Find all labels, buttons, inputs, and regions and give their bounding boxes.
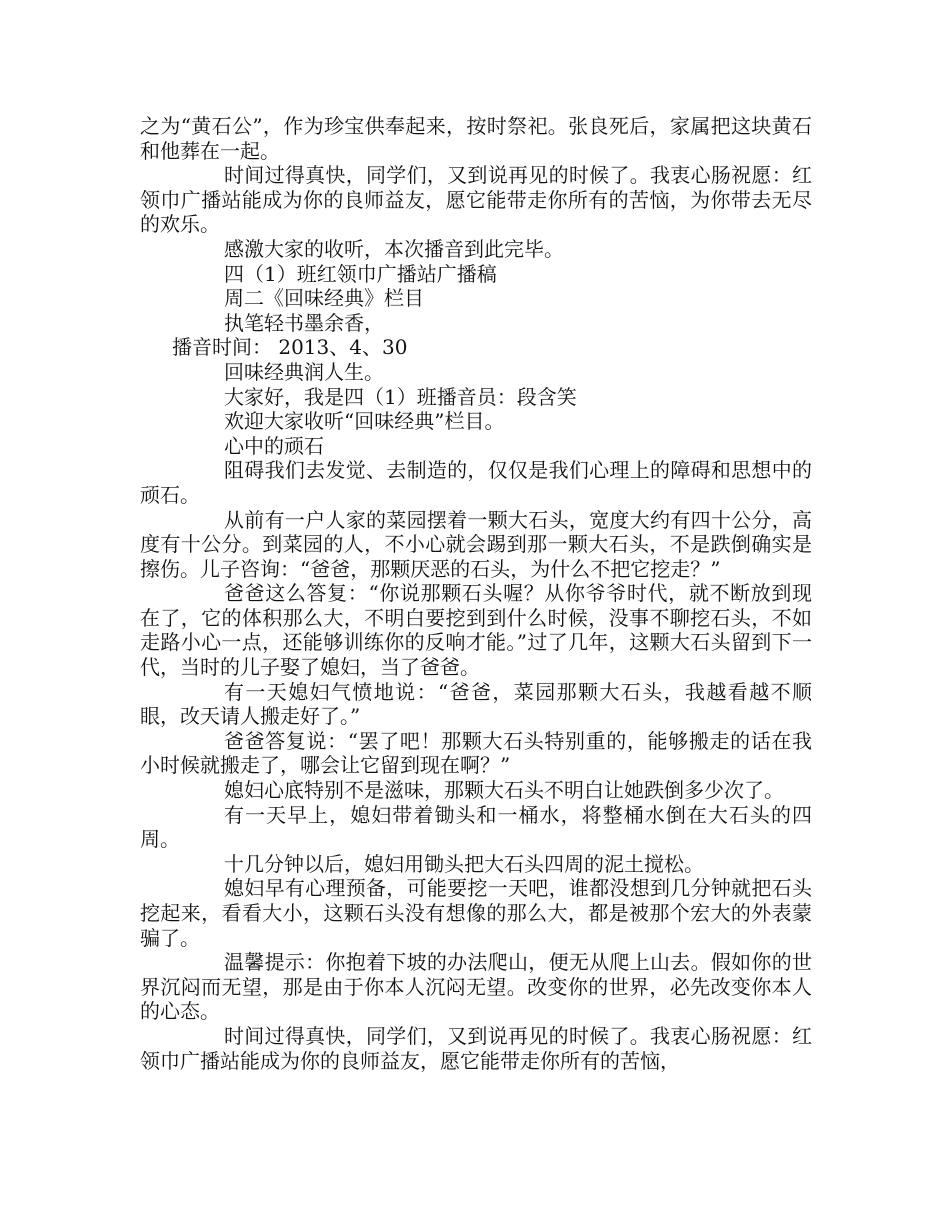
paragraph: 十几分钟以后，媳妇用锄头把大石头四周的泥土搅松。 [224, 851, 704, 876]
document-body [140, 114, 812, 1073]
paragraph: 爸爸这么答复：“你说那颗石头喔？从你爷爷时代，就不断放到现在了，它的体积那么大，不明白要挖到到什么时候，没事不聊挖石头，不如走路小心一点，还能够训练你的反响才能。”过了几年，这颗大石头留到下一代，当时的儿子娶了媳妇，当了爸爸。 [140, 581, 812, 680]
paragraph: 回味经典润人生。 [224, 359, 384, 384]
story-title: 心中的顽石 [224, 433, 324, 458]
paragraph: 时间过得真快，同学们，又到说再见的时候了。我衷心肠祝愿：红领巾广播站能成为你的良师益友，愿它能带走你所有的苦恼，为你带去无尽的欢乐。 [140, 163, 812, 237]
paragraph: 温馨提示：你抱着下坡的办法爬山，便无从爬上山去。假如你的世界沉闷而无望，那是由于你本人沉闷无望。改变你的世界，必先改变你本人的心态。 [140, 950, 812, 1024]
paragraph: 时间过得真快，同学们，又到说再见的时候了。我衷心肠祝愿：红领巾广播站能成为你的良师益友，愿它能带走你所有的苦恼， [140, 1023, 812, 1073]
paragraph: 爸爸答复说：“罢了吧！那颗大石头特别重的，能够搬走的话在我小时候就搬走了，哪会让它留到现在啊？” [140, 728, 812, 778]
paragraph: 有一天早上，媳妇带着锄头和一桶水，将整桶水倒在大石头的四周。 [140, 802, 812, 852]
paragraph: 四（1）班红领巾广播站广播稿 [224, 261, 497, 286]
paragraph: 从前有一户人家的菜园摆着一颗大石头，宽度大约有四十公分，高度有十公分。到菜园的人，不小心就会踢到那一颗大石头，不是跌倒确实是擦伤。儿子咨询：“爸爸，那颗厌恶的石头，为什么不把它挖走？” [140, 507, 812, 581]
paragraph: 执笔轻书墨余香， [224, 310, 384, 335]
paragraph: 大家好，我是四（1）班播音员：段含笑 [224, 384, 577, 409]
paragraph: 之为“黄石公”，作为珍宝供奉起来，按时祭祀。张良死后，家属把这块黄石和他葬在一起。 [140, 114, 812, 163]
broadcast-time-line: 播音时间： 2013、4、30 [172, 335, 408, 360]
paragraph: 周二《回味经典》栏目 [224, 286, 424, 311]
paragraph: 阻碍我们去发觉、去制造的，仅仅是我们心理上的障碍和思想中的顽石。 [140, 458, 812, 507]
paragraph: 有一天媳妇气愤地说：“爸爸，菜园那颗大石头，我越看越不顺眼，改天请人搬走好了。” [140, 679, 812, 729]
paragraph: 媳妇早有心理预备，可能要挖一天吧，谁都没想到几分钟就把石头挖起来，看看大小，这颗石头没有想像的那么大，都是被那个宏大的外表蒙骗了。 [140, 876, 812, 950]
paragraph: 媳妇心底特别不是滋味，那颗大石头不明白让她跌倒多少次了。 [224, 778, 784, 803]
paragraph: 欢迎大家收听“回味经典”栏目。 [224, 409, 505, 434]
paragraph: 感激大家的收听，本次播音到此完毕。 [224, 236, 564, 261]
